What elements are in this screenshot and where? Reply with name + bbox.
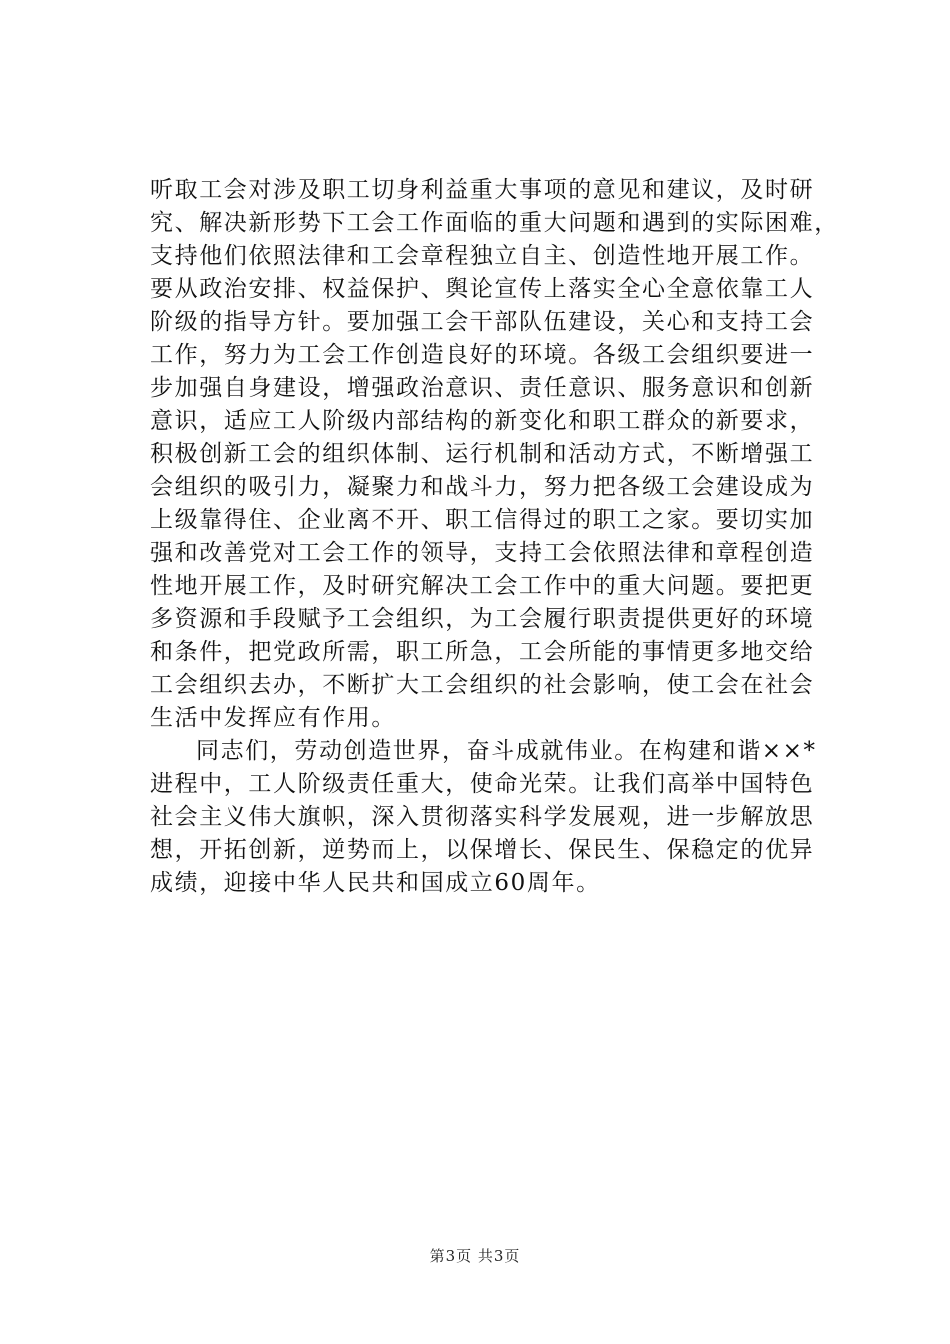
text-line: 上级靠得住、企业离不开、职工信得过的职工之家。要切实加 [150, 507, 815, 533]
text-line: 听取工会对涉及职工切身利益重大事项的意见和建议，及时研 [150, 177, 815, 203]
text-line: 工作，努力为工会工作创造良好的环境。各级工会组织要进一 [150, 342, 815, 368]
text-line: 工会组织去办，不断扩大工会组织的社会影响，使工会在社会 [150, 672, 815, 698]
paragraph-1 [150, 174, 850, 735]
text-line: 积极创新工会的组织体制、运行机制和活动方式，不断增强工 [150, 441, 815, 467]
text-line: 意识，适应工人阶级内部结构的新变化和职工群众的新要求， [150, 408, 815, 434]
text-line: 和条件，把党政所需，职工所急，工会所能的事情更多地交给 [150, 639, 815, 665]
paragraph-2 [150, 735, 850, 900]
text-line: 想，开拓创新，逆势而上，以保增长、保民生、保稳定的优异 [150, 837, 815, 863]
text-line: 会组织的吸引力，凝聚力和战斗力，努力把各级工会建设成为 [150, 474, 815, 500]
text-line: 进程中，工人阶级责任重大，使命光荣。让我们高举中国特色 [150, 771, 815, 797]
page-number-footer: 第3页 共3页 [429, 1247, 521, 1265]
text-line: 性地开展工作，及时研究解决工会工作中的重大问题。要把更 [150, 573, 815, 599]
text-line: 生活中发挥应有作用。 [150, 705, 396, 731]
text-line: 要从政治安排、权益保护、舆论宣传上落实全心全意依靠工人 [150, 276, 815, 302]
text-line: 阶级的指导方针。要加强工会干部队伍建设，关心和支持工会 [150, 309, 815, 335]
text-line: 多资源和手段赋予工会组织，为工会履行职责提供更好的环境 [150, 606, 815, 632]
document-body [150, 174, 850, 900]
text-line: 社会主义伟大旗帜，深入贯彻落实科学发展观，进一步解放思 [150, 804, 815, 830]
text-line: 同志们，劳动创造世界，奋斗成就伟业。在构建和谐××* [196, 738, 817, 764]
text-line: 成绩，迎接中华人民共和国成立60周年。 [150, 870, 601, 896]
text-line: 支持他们依照法律和工会章程独立自主、创造性地开展工作。 [150, 243, 815, 269]
text-line: 强和改善党对工会工作的领导，支持工会依照法律和章程创造 [150, 540, 815, 566]
text-line: 步加强自身建设，增强政治意识、责任意识、服务意识和创新 [150, 375, 815, 401]
text-line: 究、解决新形势下工会工作面临的重大问题和遇到的实际困难， [150, 210, 839, 236]
